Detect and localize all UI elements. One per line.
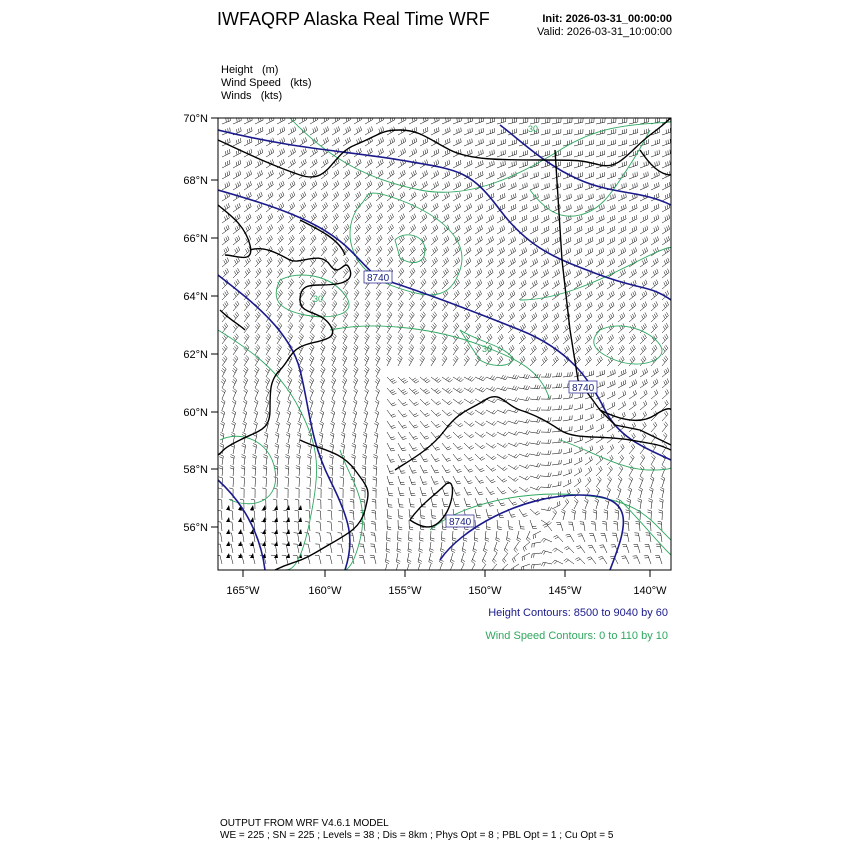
lat-label: 70°N — [183, 113, 208, 125]
lat-label: 66°N — [183, 233, 208, 245]
init-time: Init: 2026-03-31_00:00:00 — [542, 13, 672, 25]
field-list — [221, 64, 311, 103]
page-title: IWFAQRP Alaska Real Time WRF — [217, 9, 490, 29]
lat-label: 60°N — [183, 407, 208, 419]
lon-label: 155°W — [388, 585, 422, 597]
lat-label: 68°N — [183, 175, 208, 187]
lon-label: 140°W — [633, 585, 667, 597]
wind-speed-contour-label: 30 — [528, 124, 539, 134]
lon-label: 160°W — [308, 585, 342, 597]
wind-speed-contour-legend: Wind Speed Contours: 0 to 110 by 10 — [485, 630, 668, 642]
lon-label: 165°W — [226, 585, 260, 597]
height-contour-label — [364, 271, 392, 284]
lat-label: 58°N — [183, 464, 208, 476]
valid-time: Valid: 2026-03-31_10:00:00 — [537, 26, 672, 38]
height-contour-label — [569, 381, 597, 394]
lat-label: 62°N — [183, 349, 208, 361]
wind-speed-contour-label: 30 — [482, 344, 493, 354]
lon-label: 145°W — [548, 585, 582, 597]
footer-line-2: WE = 225 ; SN = 225 ; Levels = 38 ; Dis = 8km ; Phys Opt = 8 ; PBL Opt = 1 ; Cu Opt = 5 — [220, 830, 614, 841]
field-winds: Winds (kts) — [221, 90, 283, 102]
model-footer — [220, 818, 613, 842]
wind-speed-contour-label: 30 — [313, 294, 324, 304]
field-height: Height (m) — [221, 64, 279, 76]
svg-text:8740: 8740 — [367, 273, 390, 284]
svg-text:8740: 8740 — [449, 517, 472, 528]
field-wind-speed: Wind Speed (kts) — [221, 77, 312, 89]
lat-label: 64°N — [183, 291, 208, 303]
map-background — [218, 118, 671, 570]
height-contour-label — [446, 515, 474, 528]
footer-line-1: OUTPUT FROM WRF V4.6.1 MODEL — [220, 818, 389, 829]
height-contour-legend: Height Contours: 8500 to 9040 by 60 — [488, 607, 668, 619]
svg-text:8740: 8740 — [572, 383, 595, 394]
lat-label: 56°N — [183, 522, 208, 534]
lon-label: 150°W — [468, 585, 502, 597]
